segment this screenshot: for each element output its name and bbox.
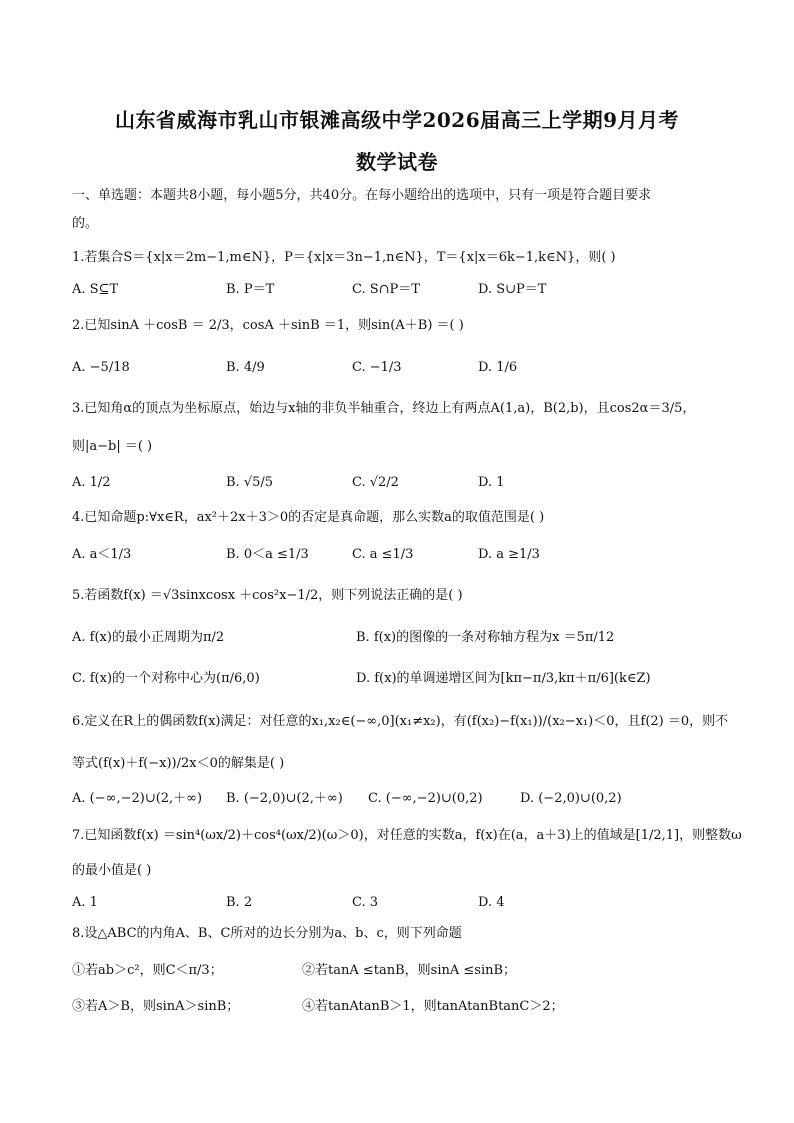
exam-subtitle: 数学试卷	[356, 150, 438, 174]
question-5-option-c: C. f(x)的一个对称中心为(π/6,0)	[72, 671, 260, 686]
question-5-option-a: A. f(x)的最小正周期为π/2	[72, 630, 225, 645]
question-1-stem: 1.若集合S＝{x|x＝2m−1,m∈N}，P＝{x|x＝3n−1,n∈N}，T＝{x|x＝6k−1,k∈N}，则( )	[72, 250, 616, 265]
question-1-option-a: A. S⊆T	[72, 282, 119, 297]
question-6-option-a: A. (−∞,−2)∪(2,＋∞)	[72, 791, 203, 806]
question-2-stem: 2.已知sinA ＋cosB ＝ 2/3，cosA ＋sinB ＝1，则sin(A＋B) ＝( )	[72, 318, 464, 333]
question-3-option-d: D. 1	[478, 475, 505, 490]
question-7-stem-line-1: 7.已知函数f(x) ＝sin⁴(ωx/2)＋cos⁴(ωx/2)(ω＞0)，对任意的实数a，f(x)在(a，a＋3)上的值域是[1/2,1]，则整数ω	[72, 828, 742, 843]
question-1-option-b: B. P＝T	[226, 282, 275, 297]
question-6-option-d: D. (−2,0)∪(0,2)	[520, 791, 622, 806]
question-6-stem-line-1: 6.定义在R上的偶函数f(x)满足：对任意的x₁,x₂∈(−∞,0](x₁≠x₂)，有(f(x₂)−f(x₁))/(x₂−x₁)＜0，且f(2) ＝0，则不	[72, 714, 729, 729]
question-2-option-a: A. −5/18	[72, 360, 130, 375]
question-3-stem-line-1: 3.已知角α的顶点为坐标原点，始边与x轴的非负半轴重合，终边上有两点A(1,a)，B(2,b)，且cos2α＝3/5，	[72, 401, 696, 416]
exam-title: 山东省威海市乳山市银滩高级中学2026届高三上学期9月月考	[114, 108, 680, 132]
section-instructions-line-2: 的。	[72, 216, 99, 231]
question-5-option-d: D. f(x)的单调递增区间为[kπ−π/3,kπ＋π/6](k∈Z)	[356, 671, 651, 686]
question-4-stem: 4.已知命题p:∀x∈R，ax²＋2x＋3＞0的否定是真命题，那么实数a的取值范围是( )	[72, 510, 545, 525]
question-8-statement-1: ①若ab＞c²，则C＜π/3；	[72, 963, 223, 978]
question-8-statement-4: ④若tanAtanB＞1，则tanAtanBtanC＞2；	[302, 999, 564, 1014]
question-6-option-c: C. (−∞,−2)∪(0,2)	[368, 791, 483, 806]
question-5-stem: 5.若函数f(x) ＝√3sinxcosx ＋cos²x−1/2，则下列说法正确的是( )	[72, 588, 463, 603]
question-4-option-c: C. a ≤1/3	[352, 547, 414, 562]
question-8-statement-3: ③若A＞B，则sinA＞sinB；	[72, 999, 240, 1014]
question-1-option-c: C. S∩P＝T	[352, 282, 420, 297]
question-2-option-c: C. −1/3	[352, 360, 402, 375]
question-2-option-d: D. 1/6	[478, 360, 518, 375]
question-7-option-d: D. 4	[478, 895, 505, 910]
question-6-option-b: B. (−2,0)∪(2,＋∞)	[226, 791, 343, 806]
question-7-stem-line-2: 的最小值是( )	[72, 863, 152, 878]
question-8-statement-2: ②若tanA ≤tanB，则sinA ≤sinB；	[302, 963, 517, 978]
question-1-option-d: D. S∪P＝T	[478, 282, 547, 297]
question-3-option-b: B. √5/5	[226, 475, 274, 490]
question-3-option-a: A. 1/2	[72, 475, 111, 490]
question-7-option-b: B. 2	[226, 895, 253, 910]
question-3-stem-line-2: 则|a−b| ＝( )	[72, 439, 153, 454]
question-8-stem: 8.设△ABC的内角A、B、C所对的边长分别为a、b、c，则下列命题	[72, 926, 462, 941]
question-6-stem-line-2: 等式(f(x)＋f(−x))/2x＜0的解集是( )	[72, 756, 285, 771]
question-3-option-c: C. √2/2	[352, 475, 399, 490]
question-7-option-a: A. 1	[72, 895, 98, 910]
question-4-option-a: A. a＜1/3	[72, 547, 132, 562]
section-instructions-line-1: 一、单选题：本题共8小题，每小题5分，共40分。在每小题给出的选项中，只有一项是符合题目要求	[72, 188, 652, 203]
question-4-option-d: D. a ≥1/3	[478, 547, 540, 562]
question-4-option-b: B. 0＜a ≤1/3	[226, 547, 309, 562]
question-5-option-b: B. f(x)的图像的一条对称轴方程为x ＝5π/12	[356, 630, 615, 645]
question-2-option-b: B. 4/9	[226, 360, 265, 375]
question-7-option-c: C. 3	[352, 895, 379, 910]
